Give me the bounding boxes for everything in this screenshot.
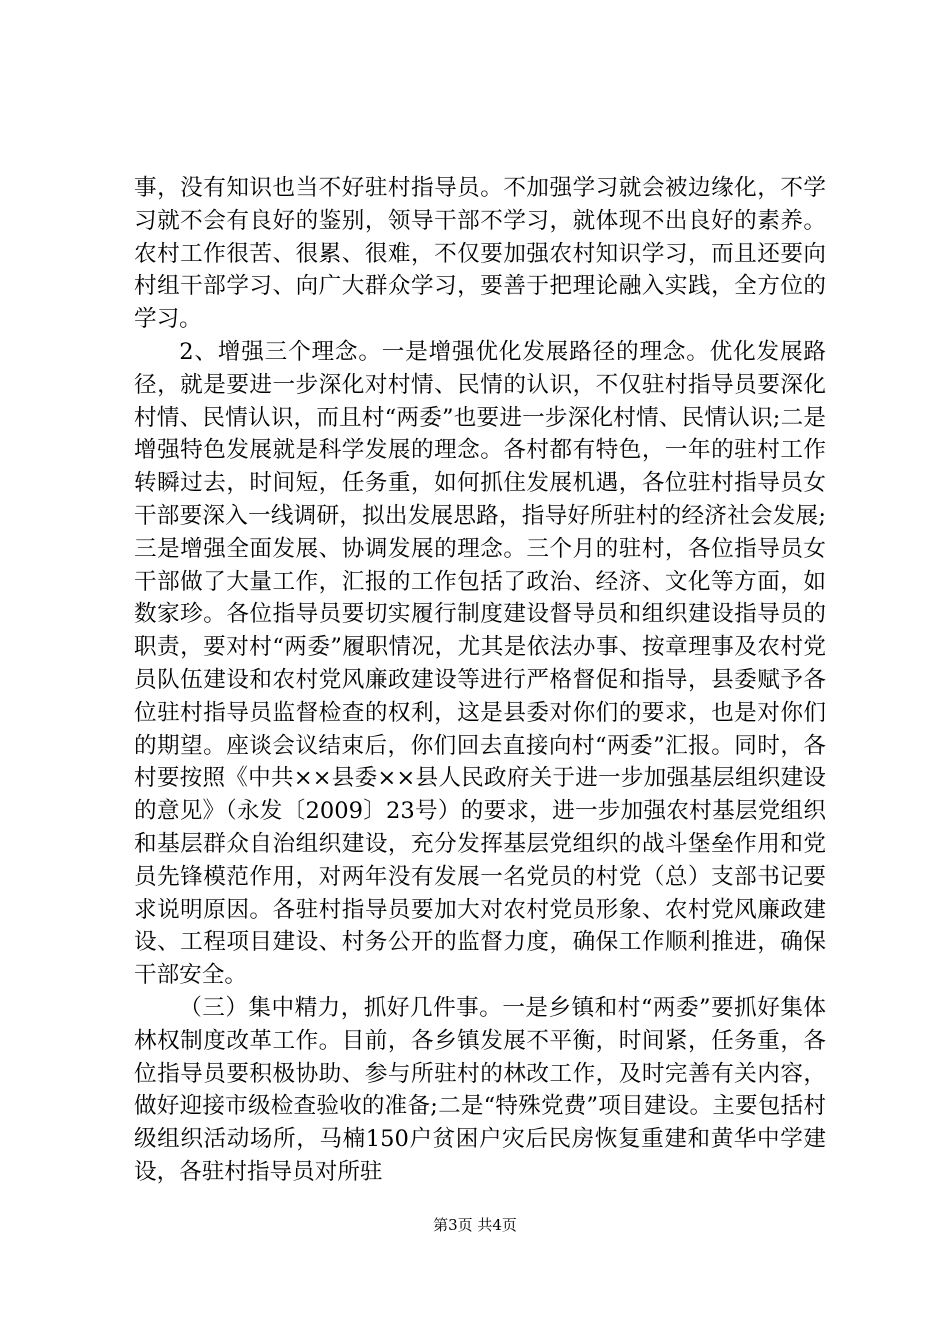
paragraph-3: （三）集中精力，抓好几件事。一是乡镇和村“两委”要抓好集体林权制度改革工作。目前，各乡镇发展不平衡，时间紧，任务重，各位指导员要积极协助、参与所驻村的林改工作，及时完善有关内容，做好迎接市级检查验收的准备;二是“特殊党费”项目建设。主要包括村级组织活动场所，马楠150户贫困户灾后民房恢复重建和黄华中学建设，各驻村指导员对所驻 bbox=[134, 994, 826, 1185]
page-footer: 第3页 共4页 bbox=[433, 1216, 517, 1234]
document-body bbox=[134, 172, 826, 1189]
paragraph-1: 事，没有知识也当不好驻村指导员。不加强学习就会被边缘化，不学习就不会有良好的鉴别，领导干部不学习，就体现不出良好的素养。农村工作很苦、很累、很难，不仅要加强农村知识学习，而且还要向村组干部学习、向广大群众学习，要善于把理论融入实践，全方位的学习。 bbox=[134, 175, 826, 333]
paragraph-2: 2、增强三个理念。一是增强优化发展路径的理念。优化发展路径，就是要进一步深化对村情、民情的认识，不仅驻村指导员要深化村情、民情认识，而且村“两委”也要进一步深化村情、民情认识;二是增强特色发展就是科学发展的理念。各村都有特色，一年的驻村工作转瞬过去，时间短，任务重，如何抓住发展机遇，各位驻村指导员女干部要深入一线调研，拟出发展思路，指导好所驻村的经济社会发展;三是增强全面发展、协调发展的理念。三个月的驻村，各位指导员女干部做了大量工作，汇报的工作包括了政治、经济、文化等方面，如数家珍。各位指导员要切实履行制度建设督导员和组织建设指导员的职责，要对村“两委”履职情况，尤其是依法办事、按章理事及农村党员队伍建设和农村党风廉政建设等进行严格督促和指导，县委赋予各位驻村指导员监督检查的权利，这是县委对你们的要求，也是对你们的期望。座谈会议结束后，你们回去直接向村“两委”汇报。同时，各村要按照《中共××县委××县人民政府关于进一步加强基层组织建设的意见》（永发〔2009〕23号）的要求，进一步加强农村基层党组织和基层群众自治组织建设，充分发挥基层党组织的战斗堡垒作用和党员先锋模范作用，对两年没有发展一名党员的村党（总）支部书记要求说明原因。各驻村指导员要加大对农村党员形象、农村党风廉政建设、工程项目建设、村务公开的监督力度，确保工作顺利推进，确保干部安全。 bbox=[134, 338, 826, 989]
